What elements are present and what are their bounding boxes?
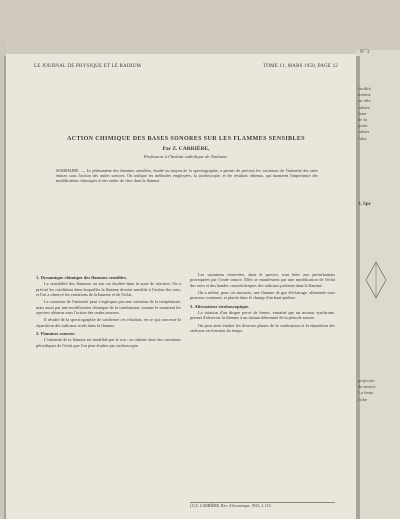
adjacent-line: en rôle: [358, 98, 371, 104]
left-column: [36, 272, 181, 350]
article-title: ACTION CHIMIQUE DES BASES SONORES SUR LES FLAMMES SENSIBLES: [67, 136, 305, 142]
footnote: (1) Z. CARRIÈRE, Rev. d'Acoustique, 1933, 2, 113.: [190, 502, 335, 508]
adjacent-line: cahier: [358, 129, 370, 135]
adjacent-line: projectes: [358, 378, 375, 384]
journal-page: [6, 54, 356, 519]
adjacent-line: l'abs: [358, 135, 367, 141]
adjacent-line: de la: [358, 117, 367, 123]
adjacent-figure: [364, 260, 388, 300]
paragraph: On peut ainsi étudier les diverses phases de la combustion et la répartition des radicaux en fonction du temps.: [190, 322, 335, 334]
right-column: [190, 272, 335, 335]
paragraph: La variation de l'intensité peut s'expliquer par une variation de la température, mais aussi par une modification chimique de la combustion, comme le montrent les spectres obtenus sous l'action des ondes sonores.: [36, 299, 181, 316]
abstract: SOMMAIRE. — Le phénomène des flammes sensibles, étudié au moyen de la spectrographie, a permis de préciser les variations de l'intensité des raies émises sous l'action des ondes sonores. On indique les méthodes employées, la stroboscopie, et les résultats obtenus, qui montrent l'importance des modifications chimiques et des ondes de choc dans la flamme.: [56, 168, 318, 184]
section-heading: 2. Flammes sonores.: [36, 331, 76, 337]
journal-name: LE JOURNAL DE PHYSIQUE ET LE RADIUM: [34, 64, 141, 69]
section-heading: 3. Alternateur stroboscopique.: [190, 303, 250, 309]
paragraph: Les variations observées, dans le spectre, sont liées aux perturbations provoquées par l'onde sonore. Elles se manifestent par une modification de l'éclat des raies et des bandes caractéristiques des radicaux présents dans la flamme.: [190, 272, 335, 288]
adjacent-line: fiche: [358, 396, 368, 402]
adjacent-line: porte: [358, 123, 368, 129]
adjacent-heading: 3. Spe: [358, 201, 371, 207]
paragraph: L'intensité de la flamme est modifiée par le son ; on obtient alors des variations périodiques de l'éclat que l'on peut étudier par stroboscopie.: [36, 337, 181, 348]
adjacent-line: La fente: [358, 390, 374, 396]
running-header: [34, 64, 344, 69]
adjacent-page-text: [358, 86, 400, 403]
paragraph: On a utilisé, pour ces mesures, une flamme de gaz d'éclairage, alimentée sous pression constante, et placée dans le champ d'un haut-parleur.: [190, 290, 335, 301]
adjacent-line: du miroir: [358, 384, 376, 390]
volume-info: TOME 11, MARS 1950, PAGE 12: [263, 64, 338, 69]
paragraph: La rotation d'un disque percé de fentes, entraîné par un moteur synchrone, permet d'observer la flamme à un instant déterminé de la période sonore.: [190, 310, 335, 321]
adjacent-line: faire: [358, 110, 367, 116]
adjacent-page-number: N° 3.: [360, 50, 371, 55]
section-heading: 1. Dynamique chimique des flammes sensibles.: [36, 275, 128, 280]
paragraph: Il résulte de la spectrographie de confirmer ces résultats, en ce qui concerne la répartition des radicaux actifs dans la flamme.: [36, 317, 181, 328]
underlying-sheet-top: [0, 0, 400, 60]
paragraph: La sensibilité des flammes au son est étudiée dans la zone de réaction. On a précisé les conditions dans lesquelles la flamme devient sensible à l'action des sons, et l'on a observé les variations de la hauteur et de l'éclat.: [36, 281, 181, 298]
adjacent-line: interne: [358, 92, 371, 98]
article-author: Par Z. CARRIÈRE,: [162, 146, 210, 152]
author-affiliation: Professeur à l'Institut catholique de Toulouse.: [143, 154, 229, 159]
adjacent-line: cahier,: [358, 104, 371, 110]
adjacent-line: facilité: [358, 86, 371, 91]
